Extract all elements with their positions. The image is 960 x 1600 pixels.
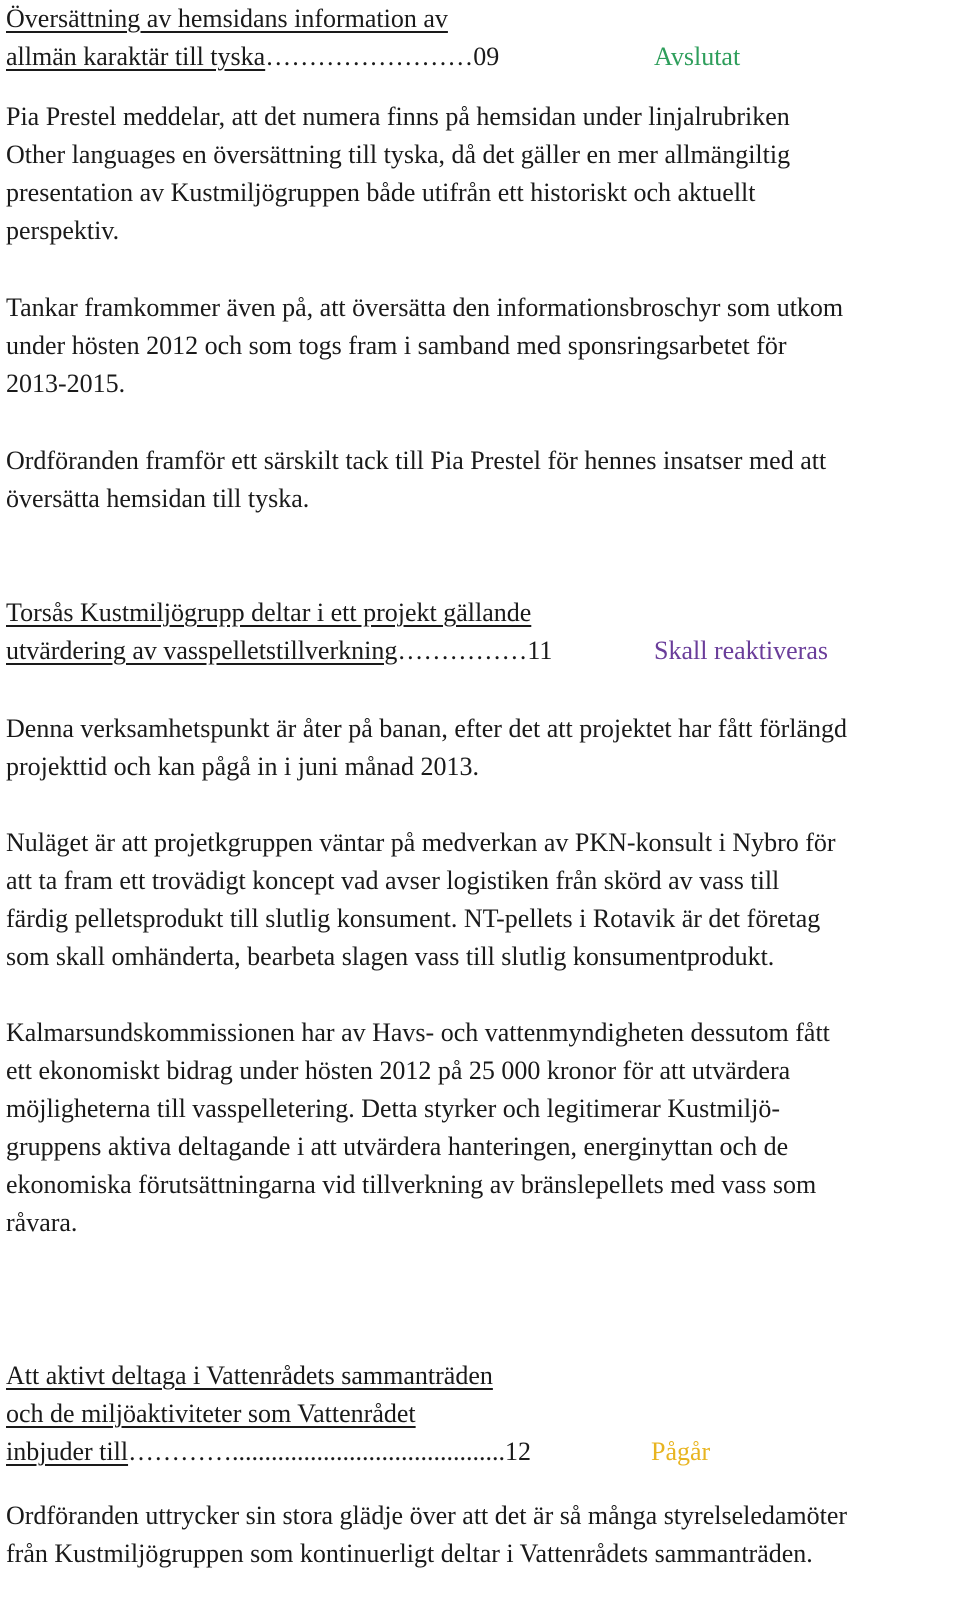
section-heading-reed-pellets: [6, 594, 951, 670]
paragraph: [6, 1497, 951, 1573]
section-heading-translation: [6, 0, 951, 76]
text-line: Ordföranden uttrycker sin stora glädje över att det är så många styrelseledamöter: [6, 1501, 848, 1530]
text-line: Pia Prestel meddelar, att det numera finns på hemsidan under linjalrubriken: [6, 102, 790, 131]
text-line: Other languages en översättning till tyska, då det gäller en mer allmängiltig: [6, 140, 791, 169]
paragraph: [6, 710, 951, 786]
heading-line: Torsås Kustmiljögrupp deltar i ett projekt gällande: [6, 598, 532, 627]
text-line: 2013-2015.: [6, 369, 126, 398]
text-line: från Kustmiljögruppen som kontinuerligt deltar i Vattenrådets sammanträden.: [6, 1539, 813, 1568]
paragraph: [6, 1014, 951, 1242]
page-number: 09: [473, 42, 500, 71]
text-line: översätta hemsidan till tyska.: [6, 484, 310, 513]
heading-last-line: inbjuder till…………..........................................12: [6, 1437, 532, 1466]
text-line: under hösten 2012 och som togs fram i samband med sponsringsarbetet för: [6, 331, 787, 360]
text-line: som skall omhänderta, bearbeta slagen vass till slutlig konsumentprodukt.: [6, 942, 775, 971]
heading-line: Att aktivt deltaga i Vattenrådets sammanträden: [6, 1361, 493, 1390]
text-line: ett ekonomiskt bidrag under hösten 2012 på 25 000 kronor för att utvärdera: [6, 1056, 791, 1085]
dot-leader: …………..........................................: [128, 1437, 506, 1466]
dot-leader: ……………………: [265, 42, 474, 71]
text-line: gruppens aktiva deltagande i att utvärdera hanteringen, energinyttan och de: [6, 1132, 789, 1161]
status-badge: Avslutat: [654, 42, 741, 71]
text-line: råvara.: [6, 1208, 78, 1237]
section-heading-water-council: [6, 1357, 951, 1471]
page-number: 12: [505, 1437, 532, 1466]
paragraph: [6, 98, 951, 250]
heading-last-line: utvärdering av vasspelletstillverkning……………11: [6, 636, 553, 665]
text-line: att ta fram ett trovädigt koncept vad avser logistiken från skörd av vass till: [6, 866, 780, 895]
text-line: möjligheterna till vasspelletering. Detta styrker och legitimerar Kustmiljö-: [6, 1094, 781, 1123]
heading-line: och de miljöaktiviteter som Vattenrådet: [6, 1399, 416, 1428]
page-number: 11: [527, 636, 553, 665]
heading-last-line: allmän karaktär till tyska……………………09: [6, 42, 500, 71]
text-line: Denna verksamhetspunkt är åter på banan, efter det att projektet har fått förlängd: [6, 714, 848, 743]
text-line: färdig pelletsprodukt till slutlig konsument. NT-pellets i Rotavik är det företag: [6, 904, 821, 933]
text-line: Tankar framkommer även på, att översätta den informationsbroschyr som utkom: [6, 293, 844, 322]
paragraph: [6, 824, 951, 976]
text-line: ekonomiska förutsättningarna vid tillverkning av bränslepellets med vass som: [6, 1170, 817, 1199]
text-line: Nuläget är att projetkgruppen väntar på medverkan av PKN-konsult i Nybro för: [6, 828, 836, 857]
text-line: projekttid och kan pågå in i juni månad 2013.: [6, 752, 479, 781]
paragraph: [6, 442, 951, 518]
status-badge: Skall reaktiveras: [654, 636, 828, 665]
paragraph: [6, 289, 951, 403]
status-badge: Pågår: [651, 1437, 711, 1466]
dot-leader: ……………: [397, 636, 528, 665]
text-line: Ordföranden framför ett särskilt tack till Pia Prestel för hennes insatser med att: [6, 446, 827, 475]
heading-line: Översättning av hemsidans information av: [6, 4, 448, 33]
text-line: presentation av Kustmiljögruppen både utifrån ett historiskt och aktuellt: [6, 178, 756, 207]
text-line: perspektiv.: [6, 216, 120, 245]
text-line: Kalmarsundskommissionen har av Havs- och vattenmyndigheten dessutom fått: [6, 1018, 830, 1047]
